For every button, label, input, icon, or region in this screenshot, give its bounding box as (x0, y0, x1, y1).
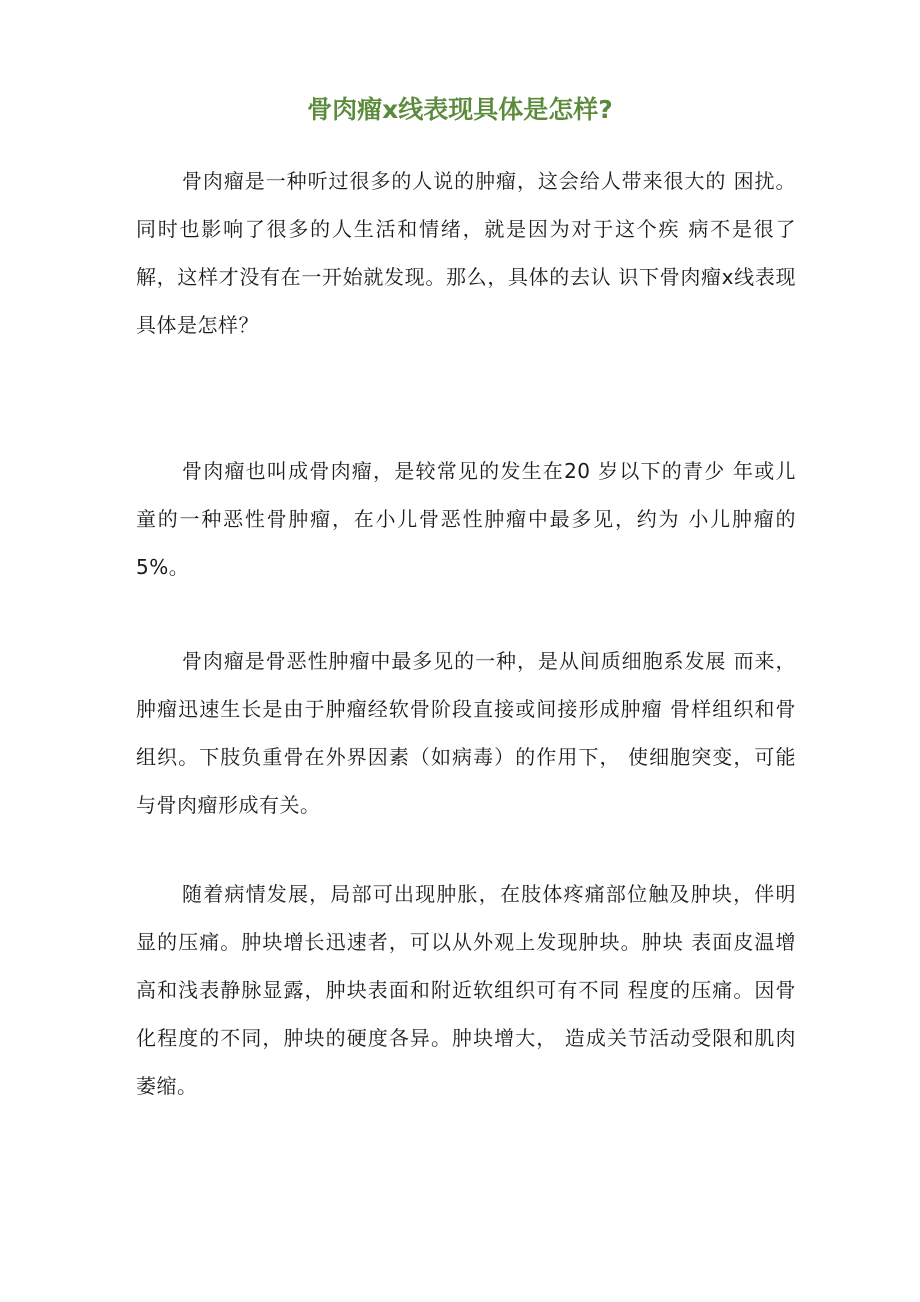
paragraph-symptoms: 随着病情发展，局部可出现肿胀，在肢体疼痛部位触及肿块，伴明显的压痛。肿块增长迅速者，可以从外观上发现肿块。肿块 表面皮温增高和浅表静脉显露，肿块表面和附近软组织可有不同 程度的压痛。因骨化程度的不同，肿块的硬度各异。肿块增大， 造成关节活动受限和肌肉萎缩。 (136, 882, 796, 1098)
paragraph-definition: 骨肉瘤也叫成骨肉瘤，是较常见的发生在20 岁以下的青少 年或儿童的一种恶性骨肿瘤，在小儿骨恶性肿瘤中最多见，约为 小儿肿瘤的 5%。 (136, 459, 796, 579)
document-title: 骨肉瘤x线表现具体是怎样? (307, 95, 613, 124)
paragraph-intro: 骨肉瘤是一种听过很多的人说的肿瘤，这会给人带来很大的 困扰。同时也影响了很多的人生活和情绪，就是因为对于这个疾 病不是很了解，这样才没有在一开始就发现。那么，具体的去认 识下骨肉瘤x线表现具体是怎样？ (136, 169, 796, 337)
paragraph-origin: 骨肉瘤是骨恶性肿瘤中最多见的一种，是从间质细胞系发展 而来，肿瘤迅速生长是由于肿瘤经软骨阶段直接或间接形成肿瘤 骨样组织和骨组织。下肢负重骨在外界因素（如病毒）的作用下， 使细胞突变，可能与骨肉瘤形成有关。 (136, 649, 796, 817)
